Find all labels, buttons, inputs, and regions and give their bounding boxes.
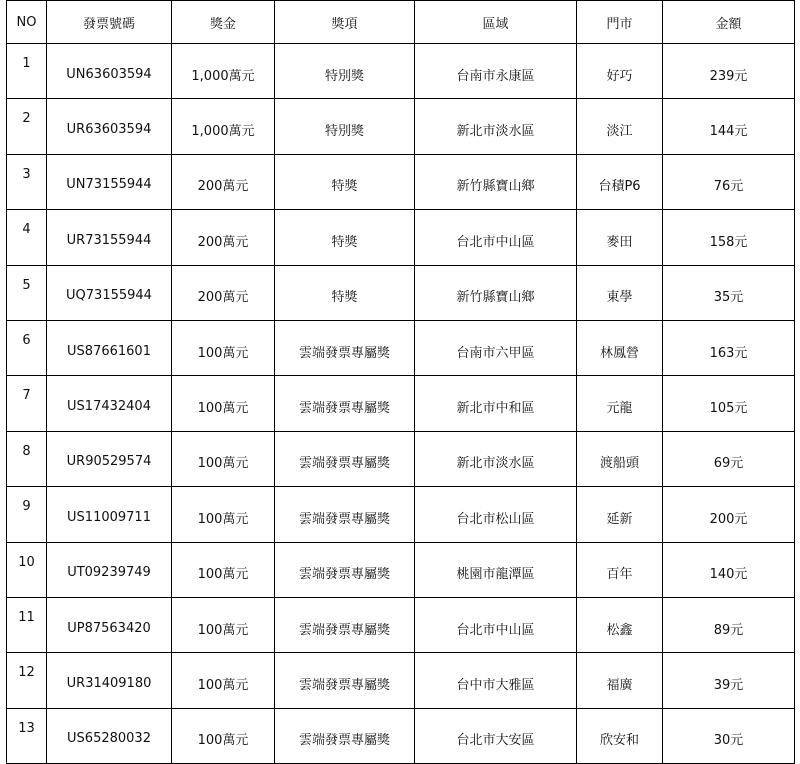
store-name-cell: 百年: [577, 542, 663, 597]
purchase-amount-cell: 76元: [663, 154, 795, 209]
prize-money-cell: 200萬元: [172, 265, 275, 320]
table-row: [7, 154, 795, 209]
purchase-amount-cell: 39元: [663, 653, 795, 708]
invoice-number-cell: US17432404: [47, 376, 172, 431]
invoice-number-cell: UR31409180: [47, 653, 172, 708]
store-name-cell: 延新: [577, 487, 663, 542]
store-name-cell: 台積P6: [577, 154, 663, 209]
award-name-cell: 雲端發票專屬獎: [275, 376, 415, 431]
store-name-cell: 福廣: [577, 653, 663, 708]
award-name-cell: 特獎: [275, 154, 415, 209]
prize-money-cell: 100萬元: [172, 653, 275, 708]
header-region: 區域: [415, 1, 577, 44]
prize-money-cell: 200萬元: [172, 154, 275, 209]
table-row: [7, 376, 795, 431]
award-name-cell: 雲端發票專屬獎: [275, 431, 415, 486]
region-cell: 桃園市龍潭區: [415, 542, 577, 597]
region-cell: 新北市淡水區: [415, 431, 577, 486]
region-cell: 台北市中山區: [415, 210, 577, 265]
prize-money-cell: 100萬元: [172, 431, 275, 486]
row-number-cell: 1: [7, 44, 47, 99]
invoice-number-cell: UN63603594: [47, 44, 172, 99]
row-number-cell: 12: [7, 653, 47, 708]
row-number-cell: 13: [7, 708, 47, 763]
row-number-cell: 6: [7, 320, 47, 375]
invoice-number-cell: UR73155944: [47, 210, 172, 265]
purchase-amount-cell: 35元: [663, 265, 795, 320]
purchase-amount-cell: 163元: [663, 320, 795, 375]
region-cell: 新北市中和區: [415, 376, 577, 431]
award-name-cell: 雲端發票專屬獎: [275, 542, 415, 597]
purchase-amount-cell: 89元: [663, 597, 795, 652]
header-invoice-number: 發票號碼: [47, 1, 172, 44]
table-body: [7, 44, 795, 764]
purchase-amount-cell: 105元: [663, 376, 795, 431]
region-cell: 新竹縣寶山鄉: [415, 154, 577, 209]
table-row: [7, 542, 795, 597]
table-row: [7, 99, 795, 154]
store-name-cell: 好巧: [577, 44, 663, 99]
store-name-cell: 渡船頭: [577, 431, 663, 486]
award-name-cell: 雲端發票專屬獎: [275, 487, 415, 542]
invoice-number-cell: US11009711: [47, 487, 172, 542]
region-cell: 台南市六甲區: [415, 320, 577, 375]
award-name-cell: 雲端發票專屬獎: [275, 320, 415, 375]
prize-money-cell: 100萬元: [172, 597, 275, 652]
store-name-cell: 淡江: [577, 99, 663, 154]
store-name-cell: 元龍: [577, 376, 663, 431]
table-row: [7, 44, 795, 99]
prize-money-cell: 100萬元: [172, 487, 275, 542]
table-header: [7, 1, 795, 44]
award-name-cell: 雲端發票專屬獎: [275, 597, 415, 652]
prize-money-cell: 100萬元: [172, 320, 275, 375]
prize-money-cell: 100萬元: [172, 708, 275, 763]
table-row: [7, 320, 795, 375]
header-prize-money: 獎金: [172, 1, 275, 44]
prize-money-cell: 1,000萬元: [172, 99, 275, 154]
purchase-amount-cell: 239元: [663, 44, 795, 99]
purchase-amount-cell: 200元: [663, 487, 795, 542]
prize-money-cell: 1,000萬元: [172, 44, 275, 99]
table-row: [7, 487, 795, 542]
row-number-cell: 3: [7, 154, 47, 209]
award-name-cell: 特別獎: [275, 44, 415, 99]
store-name-cell: 麥田: [577, 210, 663, 265]
header-amount: 金額: [663, 1, 795, 44]
invoice-number-cell: US65280032: [47, 708, 172, 763]
purchase-amount-cell: 144元: [663, 99, 795, 154]
table-row: [7, 265, 795, 320]
award-name-cell: 特別獎: [275, 99, 415, 154]
row-number-cell: 5: [7, 265, 47, 320]
invoice-number-cell: UR63603594: [47, 99, 172, 154]
invoice-number-cell: UQ73155944: [47, 265, 172, 320]
prize-money-cell: 100萬元: [172, 376, 275, 431]
region-cell: 台中市大雅區: [415, 653, 577, 708]
award-name-cell: 特獎: [275, 265, 415, 320]
store-name-cell: 欣安和: [577, 708, 663, 763]
region-cell: 台北市中山區: [415, 597, 577, 652]
header-row: [7, 1, 795, 44]
award-name-cell: 雲端發票專屬獎: [275, 653, 415, 708]
table-row: [7, 210, 795, 265]
award-name-cell: 特獎: [275, 210, 415, 265]
table-row: [7, 431, 795, 486]
row-number-cell: 9: [7, 487, 47, 542]
purchase-amount-cell: 69元: [663, 431, 795, 486]
invoice-number-cell: UR90529574: [47, 431, 172, 486]
table-row: [7, 597, 795, 652]
region-cell: 台南市永康區: [415, 44, 577, 99]
region-cell: 新竹縣寶山鄉: [415, 265, 577, 320]
table-row: [7, 653, 795, 708]
store-name-cell: 林鳳營: [577, 320, 663, 375]
row-number-cell: 7: [7, 376, 47, 431]
header-award: 獎項: [275, 1, 415, 44]
row-number-cell: 2: [7, 99, 47, 154]
purchase-amount-cell: 30元: [663, 708, 795, 763]
award-name-cell: 雲端發票專屬獎: [275, 708, 415, 763]
prize-money-cell: 100萬元: [172, 542, 275, 597]
region-cell: 新北市淡水區: [415, 99, 577, 154]
invoice-number-cell: UN73155944: [47, 154, 172, 209]
header-store: 門市: [577, 1, 663, 44]
store-name-cell: 東學: [577, 265, 663, 320]
row-number-cell: 11: [7, 597, 47, 652]
prize-money-cell: 200萬元: [172, 210, 275, 265]
invoice-number-cell: UP87563420: [47, 597, 172, 652]
row-number-cell: 8: [7, 431, 47, 486]
row-number-cell: 4: [7, 210, 47, 265]
invoice-number-cell: US87661601: [47, 320, 172, 375]
purchase-amount-cell: 140元: [663, 542, 795, 597]
invoice-number-cell: UT09239749: [47, 542, 172, 597]
purchase-amount-cell: 158元: [663, 210, 795, 265]
table-row: [7, 708, 795, 763]
header-no: NO: [7, 1, 47, 44]
winning-invoices-table: [6, 0, 795, 764]
row-number-cell: 10: [7, 542, 47, 597]
region-cell: 台北市松山區: [415, 487, 577, 542]
store-name-cell: 松鑫: [577, 597, 663, 652]
region-cell: 台北市大安區: [415, 708, 577, 763]
